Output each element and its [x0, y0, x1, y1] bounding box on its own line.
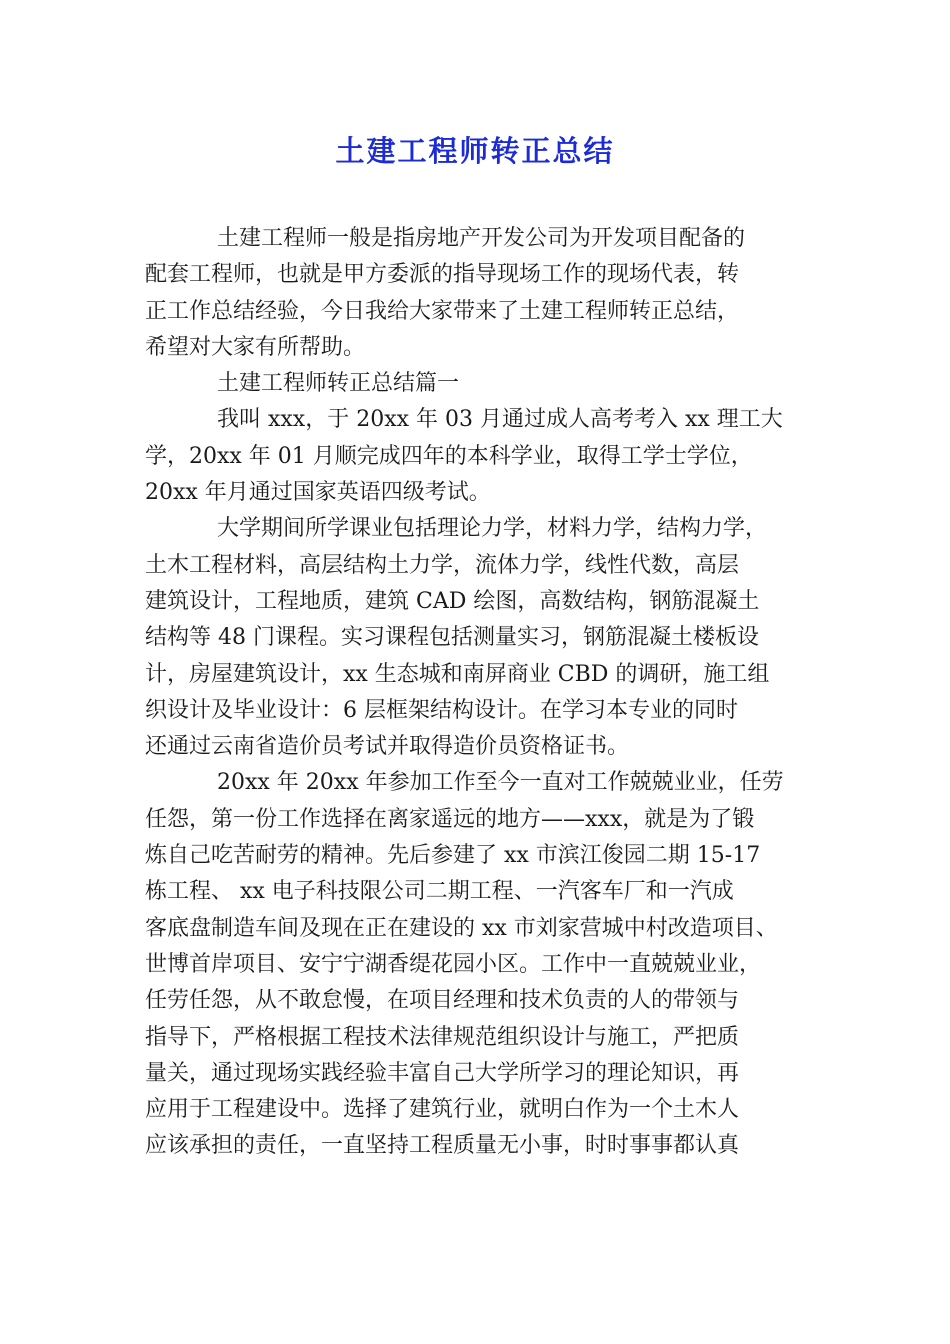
document-title: 土建工程师转正总结 — [335, 134, 615, 168]
text-line: 织设计及毕业设计：6 层框架结构设计。在学习本专业的同时 — [145, 697, 738, 723]
text-line: 希望对大家有所帮助。 — [145, 334, 366, 360]
text-line: 客底盘制造车间及现在正在建设的 xx 市刘家营城中村改造项目、 — [145, 915, 778, 941]
text-line: 大学期间所学课业包括理论力学，材料力学，结构力学， — [217, 516, 768, 542]
text-line: 土木工程材料，高层结构土力学，流体力学，线性代数，高层 — [145, 552, 740, 578]
text-line: 应用于工程建设中。选择了建筑行业，就明白作为一个土木人 — [145, 1097, 740, 1123]
text-line: 应该承担的责任，一直坚持工程质量无小事，时时事事都认真 — [145, 1133, 740, 1159]
text-line: 结构等 48 门课程。实习课程包括测量实习，钢筋混凝土楼板设 — [145, 625, 759, 651]
text-line: 20xx 年 20xx 年参加工作至今一直对工作兢兢业业，任劳 — [217, 770, 784, 796]
document-body — [145, 221, 817, 1165]
text-line: 学，20xx 年 01 月顺完成四年的本科学业，取得工学士学位， — [145, 443, 753, 469]
text-line: 任劳任怨，从不敢怠慢，在项目经理和技术负责的人的带领与 — [145, 988, 740, 1014]
text-line: 我叫 xxx，于 20xx 年 03 月通过成人高考考入 xx 理工大 — [217, 407, 783, 433]
text-line: 世博首岸项目、安宁宁湖香缇花园小区。工作中一直兢兢业业， — [145, 951, 762, 977]
text-line: 指导下，严格根据工程技术法律规范组织设计与施工，严把质 — [145, 1024, 740, 1050]
text-line: 正工作总结经验，今日我给大家带来了土建工程师转正总结， — [145, 298, 740, 324]
text-line: 量关，通过现场实践经验丰富自己大学所学习的理论知识，再 — [145, 1060, 740, 1086]
text-line: 任怨，第一份工作选择在离家遥远的地方——xxx，就是为了锻 — [145, 806, 755, 832]
text-line: 建筑设计，工程地质，建筑 CAD 绘图，高数结构，钢筋混凝土 — [145, 588, 760, 614]
text-line: 还通过云南省造价员考试并取得造价员资格证书。 — [145, 734, 630, 760]
text-line: 配套工程师，也就是甲方委派的指导现场工作的现场代表，转 — [145, 262, 740, 288]
text-line: 栋工程、 xx 电子科技限公司二期工程、一汽客车厂和一汽成 — [145, 879, 734, 905]
text-line: 计，房屋建筑设计，xx 生态城和南屏商业 CBD 的调研，施工组 — [145, 661, 770, 687]
text-line: 土建工程师转正总结篇一 — [217, 371, 460, 397]
text-line: 炼自己吃苦耐劳的精神。先后参建了 xx 市滨江俊园二期 15-17 — [145, 843, 761, 869]
text-line: 20xx 年月通过国家英语四级考试。 — [145, 480, 491, 506]
text-line: 土建工程师一般是指房地产开发公司为开发项目配备的 — [217, 226, 746, 251]
